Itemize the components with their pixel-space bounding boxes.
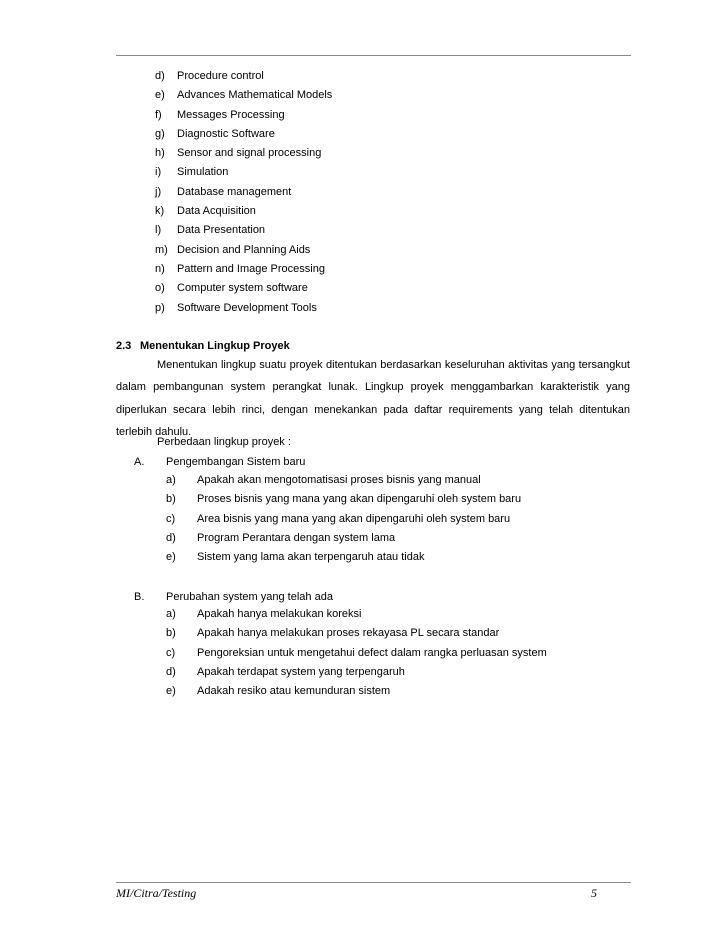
list-item-text: Simulation xyxy=(177,166,229,179)
list-item xyxy=(155,260,332,279)
list-item-text: Proses bisnis yang mana yang akan dipengaruhi oleh system baru xyxy=(197,493,522,506)
list-item-text: Program Perantara dengan system lama xyxy=(197,531,396,544)
list-item-label: i) xyxy=(155,166,162,179)
group-b-list xyxy=(166,605,547,701)
list-item xyxy=(155,67,332,86)
list-item-text: Sensor and signal processing xyxy=(177,147,322,160)
list-item xyxy=(155,106,332,125)
list-item xyxy=(155,221,332,240)
list-item xyxy=(155,299,332,318)
section-title: Menentukan Lingkup Proyek xyxy=(140,340,290,352)
footer-rule xyxy=(116,882,631,883)
group-a-title: Pengembangan Sistem baru xyxy=(166,456,306,468)
list-item-label: n) xyxy=(155,262,165,275)
list-item-label: h) xyxy=(155,147,165,160)
list-item-text: Diagnostic Software xyxy=(177,127,275,140)
list-item-text: Pattern and Image Processing xyxy=(177,262,325,275)
group-b-title: Perubahan system yang telah ada xyxy=(166,591,333,603)
list-item-label: e) xyxy=(155,89,165,102)
list-item-label: a) xyxy=(166,608,176,620)
list-item xyxy=(166,682,547,701)
list-item-text: Advances Mathematical Models xyxy=(177,89,333,102)
header-rule xyxy=(116,55,631,56)
footer-text: MI/Citra/Testing xyxy=(116,886,197,900)
list-item-label: m) xyxy=(155,243,168,256)
group-a-label: A. xyxy=(134,456,145,468)
list-item xyxy=(166,644,547,663)
section-number: 2.3 xyxy=(116,340,132,352)
list-item-text: Adakah resiko atau kemunduran sistem xyxy=(197,685,391,698)
list-item-text: Decision and Planning Aids xyxy=(177,243,311,256)
list-item xyxy=(166,548,521,567)
list-item-text: Apakah akan mengotomatisasi proses bisnis yang manual xyxy=(197,474,481,486)
list-item-label: g) xyxy=(155,127,165,140)
group-b-label: B. xyxy=(134,591,145,603)
list-item xyxy=(166,624,547,643)
list-item-text: Sistem yang lama akan terpengaruh atau tidak xyxy=(197,551,425,564)
list-item-label: e) xyxy=(166,685,176,698)
list-item-text: Software Development Tools xyxy=(177,301,317,314)
list-item-label: b) xyxy=(166,627,176,640)
list-item-label: c) xyxy=(166,512,176,525)
group-a-list xyxy=(166,471,521,567)
list-item-text: Pengoreksian untuk mengetahui defect dalam rangka perluasan system xyxy=(197,646,547,659)
list-item xyxy=(155,183,332,202)
section-heading xyxy=(116,340,290,352)
list-item xyxy=(166,510,521,529)
list-item-text: Apakah hanya melakukan koreksi xyxy=(197,608,362,620)
list-item-label: d) xyxy=(155,70,165,82)
list-item-text: Area bisnis yang mana yang akan dipengaruhi oleh system baru xyxy=(197,512,511,525)
paragraph-text: Menentukan lingkup suatu proyek ditentukan berdasarkan keseluruhan aktivitas yang tersangkut dalam pembangunan system perangkat lunak. Lingkup proyek menggambarkan karakteristik yang diperlukan secara lebih rinci, dengan menekankan pada daftar requirements yang telah ditentukan terlebih dahulu. xyxy=(116,359,630,439)
group-a-heading xyxy=(134,456,305,468)
list-item-label: b) xyxy=(166,493,176,506)
list-item xyxy=(155,144,332,163)
group-b-heading xyxy=(134,591,333,603)
list-item-label: d) xyxy=(166,665,176,678)
page-number: 5 xyxy=(591,886,597,900)
list-item-label: k) xyxy=(155,205,165,218)
list-item-text: Messages Processing xyxy=(177,108,285,121)
list-item-label: l) xyxy=(155,224,162,237)
list-item xyxy=(166,663,547,682)
list-item-label: f) xyxy=(155,108,162,121)
list-item xyxy=(155,86,332,105)
list-item xyxy=(166,471,521,490)
list-item-text: Database management xyxy=(177,185,292,198)
list-item xyxy=(166,529,521,548)
list-item-label: c) xyxy=(166,646,176,659)
list-item-label: e) xyxy=(166,551,176,564)
list-item-text: Data Acquisition xyxy=(177,205,256,218)
scope-difference-intro: Perbedaan lingkup proyek : xyxy=(157,436,291,448)
list-item-text: Computer system software xyxy=(177,282,308,295)
list-item-text: Apakah terdapat system yang terpengaruh xyxy=(197,665,405,678)
list-item-label: o) xyxy=(155,282,165,295)
list-item-text: Data Presentation xyxy=(177,224,266,237)
list-item xyxy=(155,241,332,260)
list-item-label: j) xyxy=(155,185,162,198)
list-item xyxy=(155,125,332,144)
list-item xyxy=(166,490,521,509)
list-item xyxy=(155,279,332,298)
list-item xyxy=(155,202,332,221)
list-item-label: a) xyxy=(166,474,176,486)
list-item-text: Procedure control xyxy=(177,70,264,82)
list-item xyxy=(155,163,332,182)
list-item-label: p) xyxy=(155,301,165,314)
list-item xyxy=(166,605,547,624)
application-list xyxy=(155,67,332,318)
list-item-label: d) xyxy=(166,531,176,544)
body-paragraph xyxy=(116,354,630,444)
list-item-text: Apakah hanya melakukan proses rekayasa PL secara standar xyxy=(197,627,500,640)
